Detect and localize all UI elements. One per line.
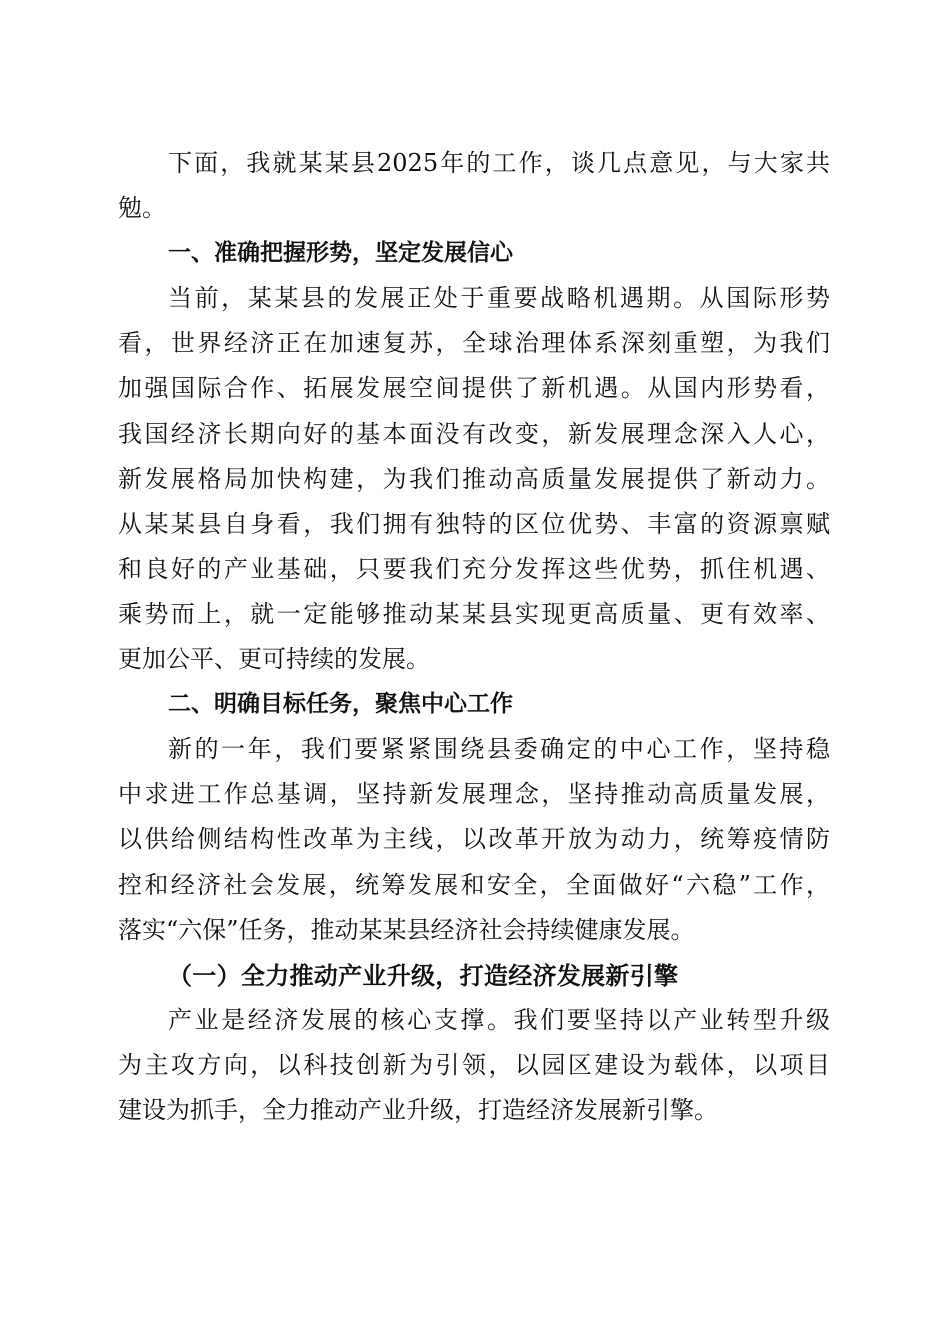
paragraph-line: 当前，某某县的发展正处于重要战略机遇期。从国际形势 xyxy=(168,284,830,313)
paragraph-line: 更加公平、更可持续的发展。 xyxy=(118,645,430,674)
paragraph-line: 我国经济长期向好的基本面没有改变，新发展理念深入人心， xyxy=(118,419,830,448)
paragraph-line: 看，世界经济正在加速复苏，全球治理体系深刻重塑，为我们 xyxy=(118,329,830,358)
paragraph-line: 新发展格局加快构建，为我们推动高质量发展提供了新动力。 xyxy=(118,464,830,493)
body-paragraph xyxy=(118,141,830,231)
paragraph-line: 乘势而上，就一定能够推动某某县实现更高质量、更有效率、 xyxy=(118,599,830,628)
paragraph-line: 为主攻方向，以科技创新为引领，以园区建设为载体，以项目 xyxy=(118,1050,830,1079)
body-paragraph xyxy=(118,727,830,952)
paragraph-line: 以供给侧结构性改革为主线，以改革开放为动力，统筹疫情防 xyxy=(118,825,830,854)
paragraph-line: 下面，我就某某县2025年的工作，谈几点意见，与大家共 xyxy=(168,149,830,177)
body-paragraph xyxy=(118,998,830,1133)
paragraph-line: 加强国际合作、拓展发展空间提供了新机遇。从国内形势看， xyxy=(118,374,830,403)
subsection-heading xyxy=(118,953,830,998)
paragraph-line: 产业是经济发展的核心支撑。我们要坚持以产业转型升级 xyxy=(168,1005,830,1034)
section-heading xyxy=(118,231,830,276)
paragraph-line: 建设为抓手，全力推动产业升级，打造经济发展新引擎。 xyxy=(118,1095,718,1124)
body-paragraph xyxy=(118,276,830,682)
paragraph-line: 和良好的产业基础，只要我们充分发挥这些优势，抓住机遇、 xyxy=(118,554,830,583)
subsection-heading-text: （一）全力推动产业升级，打造经济发展新引擎 xyxy=(168,960,679,990)
document-page xyxy=(118,141,830,1133)
section-heading xyxy=(118,682,830,727)
paragraph-line: 从某某县自身看，我们拥有独特的区位优势、丰富的资源禀赋 xyxy=(118,509,830,538)
paragraph-line: 新的一年，我们要紧紧围绕县委确定的中心工作，坚持稳 xyxy=(168,735,830,764)
paragraph-line: 落实“六保”任务，推动某某县经济社会持续健康发展。 xyxy=(118,915,695,944)
paragraph-line: 勉。 xyxy=(118,194,166,223)
section-heading-text: 二、明确目标任务，聚焦中心工作 xyxy=(168,691,513,718)
paragraph-line: 中求进工作总基调，坚持新发展理念，坚持推动高质量发展， xyxy=(118,780,830,809)
paragraph-line: 控和经济社会发展，统筹发展和安全，全面做好“六稳”工作， xyxy=(118,870,830,899)
section-heading-text: 一、准确把握形势，坚定发展信心 xyxy=(168,240,513,267)
